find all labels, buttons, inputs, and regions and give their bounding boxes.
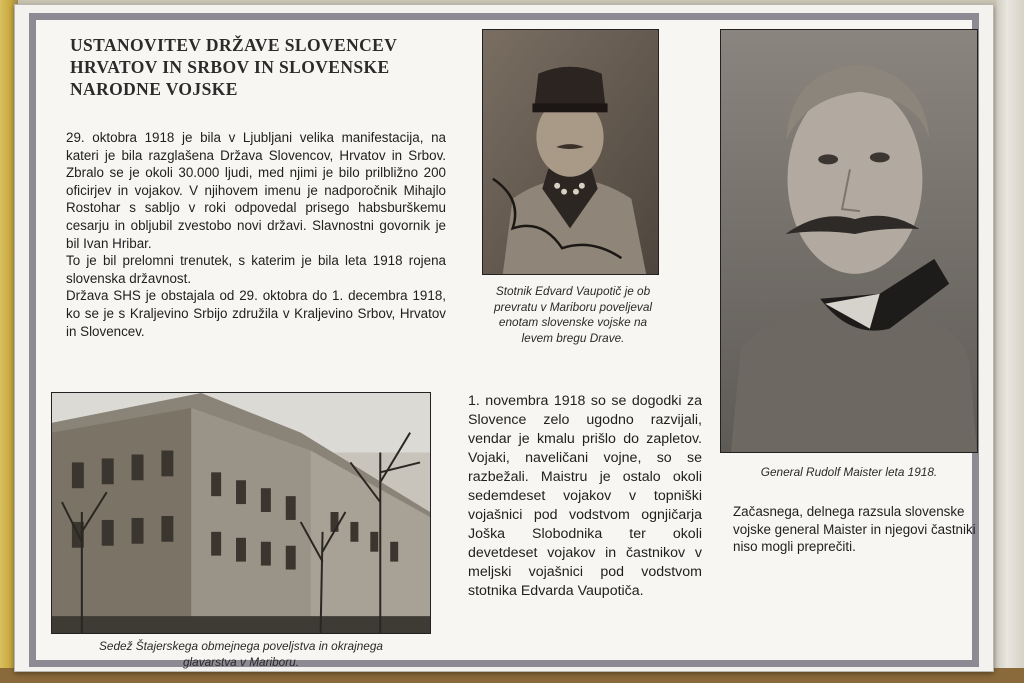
intro-paragraph-1: 29. oktobra 1918 je bila v Ljubljani velika manifestacija, na kateri je bila razglašena Država Slovencov, Hrvatov in Srbov. Zbralo se je okoli 30.000 ljudi, med njimi je bilo prilbližno 200 oficirjev in vojakov. V njihovem imenu je nadporočnik Mihajlo Rostohar s sabljo v roki odpovedal prisego habsburškemu cesarju in obljubil zvestobo novi državi. Slavnostni govornik je bil Ivan Hribar. (66, 130, 446, 251)
panel-frame (29, 13, 979, 667)
right-paragraph: Začasnega, delnega razsula slovenske vojske general Maister in njegovi častniki niso mogli preprečiti. (733, 504, 976, 555)
headquarters-building-photo (51, 392, 431, 634)
maister-portrait-photo (720, 29, 978, 453)
vaupotic-caption: Stotnik Edvard Vaupotič je ob prevratu v Mariboru poveljeval enotam slovenske vojske na levem bregu Drave. (493, 284, 653, 345)
intro-paragraph-2: To je bil prelomni trenutek, s katerim je bila leta 1918 rojena slovenska državnost. (66, 253, 446, 286)
intro-text (66, 129, 446, 340)
middle-paragraph: 1. novembra 1918 so se dogodki za Slovence zelo ugodno razvijali, vendar je kmalu prišlo do zapletov. Vojaki, naveličani vojne, so se razbežali. Maistru je ostalo okoli sedemdeset vojakov v topniški vojašnici pod vodstvom ognjičarja Joška Slobodnika ter okoli devetdeset vojakov in častnikov v meljski vojašnici pod vodstvom stotnika Edvarda Vaupotiča. (468, 393, 702, 599)
vaupotic-portrait-photo (482, 29, 659, 275)
building-caption: Sedež Štajerskega obmejnega poveljstva in okrajnega glavarstva v Mariboru. (99, 639, 383, 669)
maister-caption: General Rudolf Maister leta 1918. (760, 465, 938, 479)
panel-title: USTANOVITEV DRŽAVE SLOVENCEV HRVATOV IN SRBOV IN SLOVENSKE NARODNE VOJSKE (70, 35, 397, 99)
exhibition-panel (14, 4, 994, 672)
adjacent-panel-edge (996, 0, 1024, 683)
intro-paragraph-3: Država SHS je obstajala od 29. oktobra do 1. decembra 1918, ko se je s Kraljevino Srbijo združila v Kraljevino Srbov, Hrvatov in Slovencev. (66, 288, 446, 339)
